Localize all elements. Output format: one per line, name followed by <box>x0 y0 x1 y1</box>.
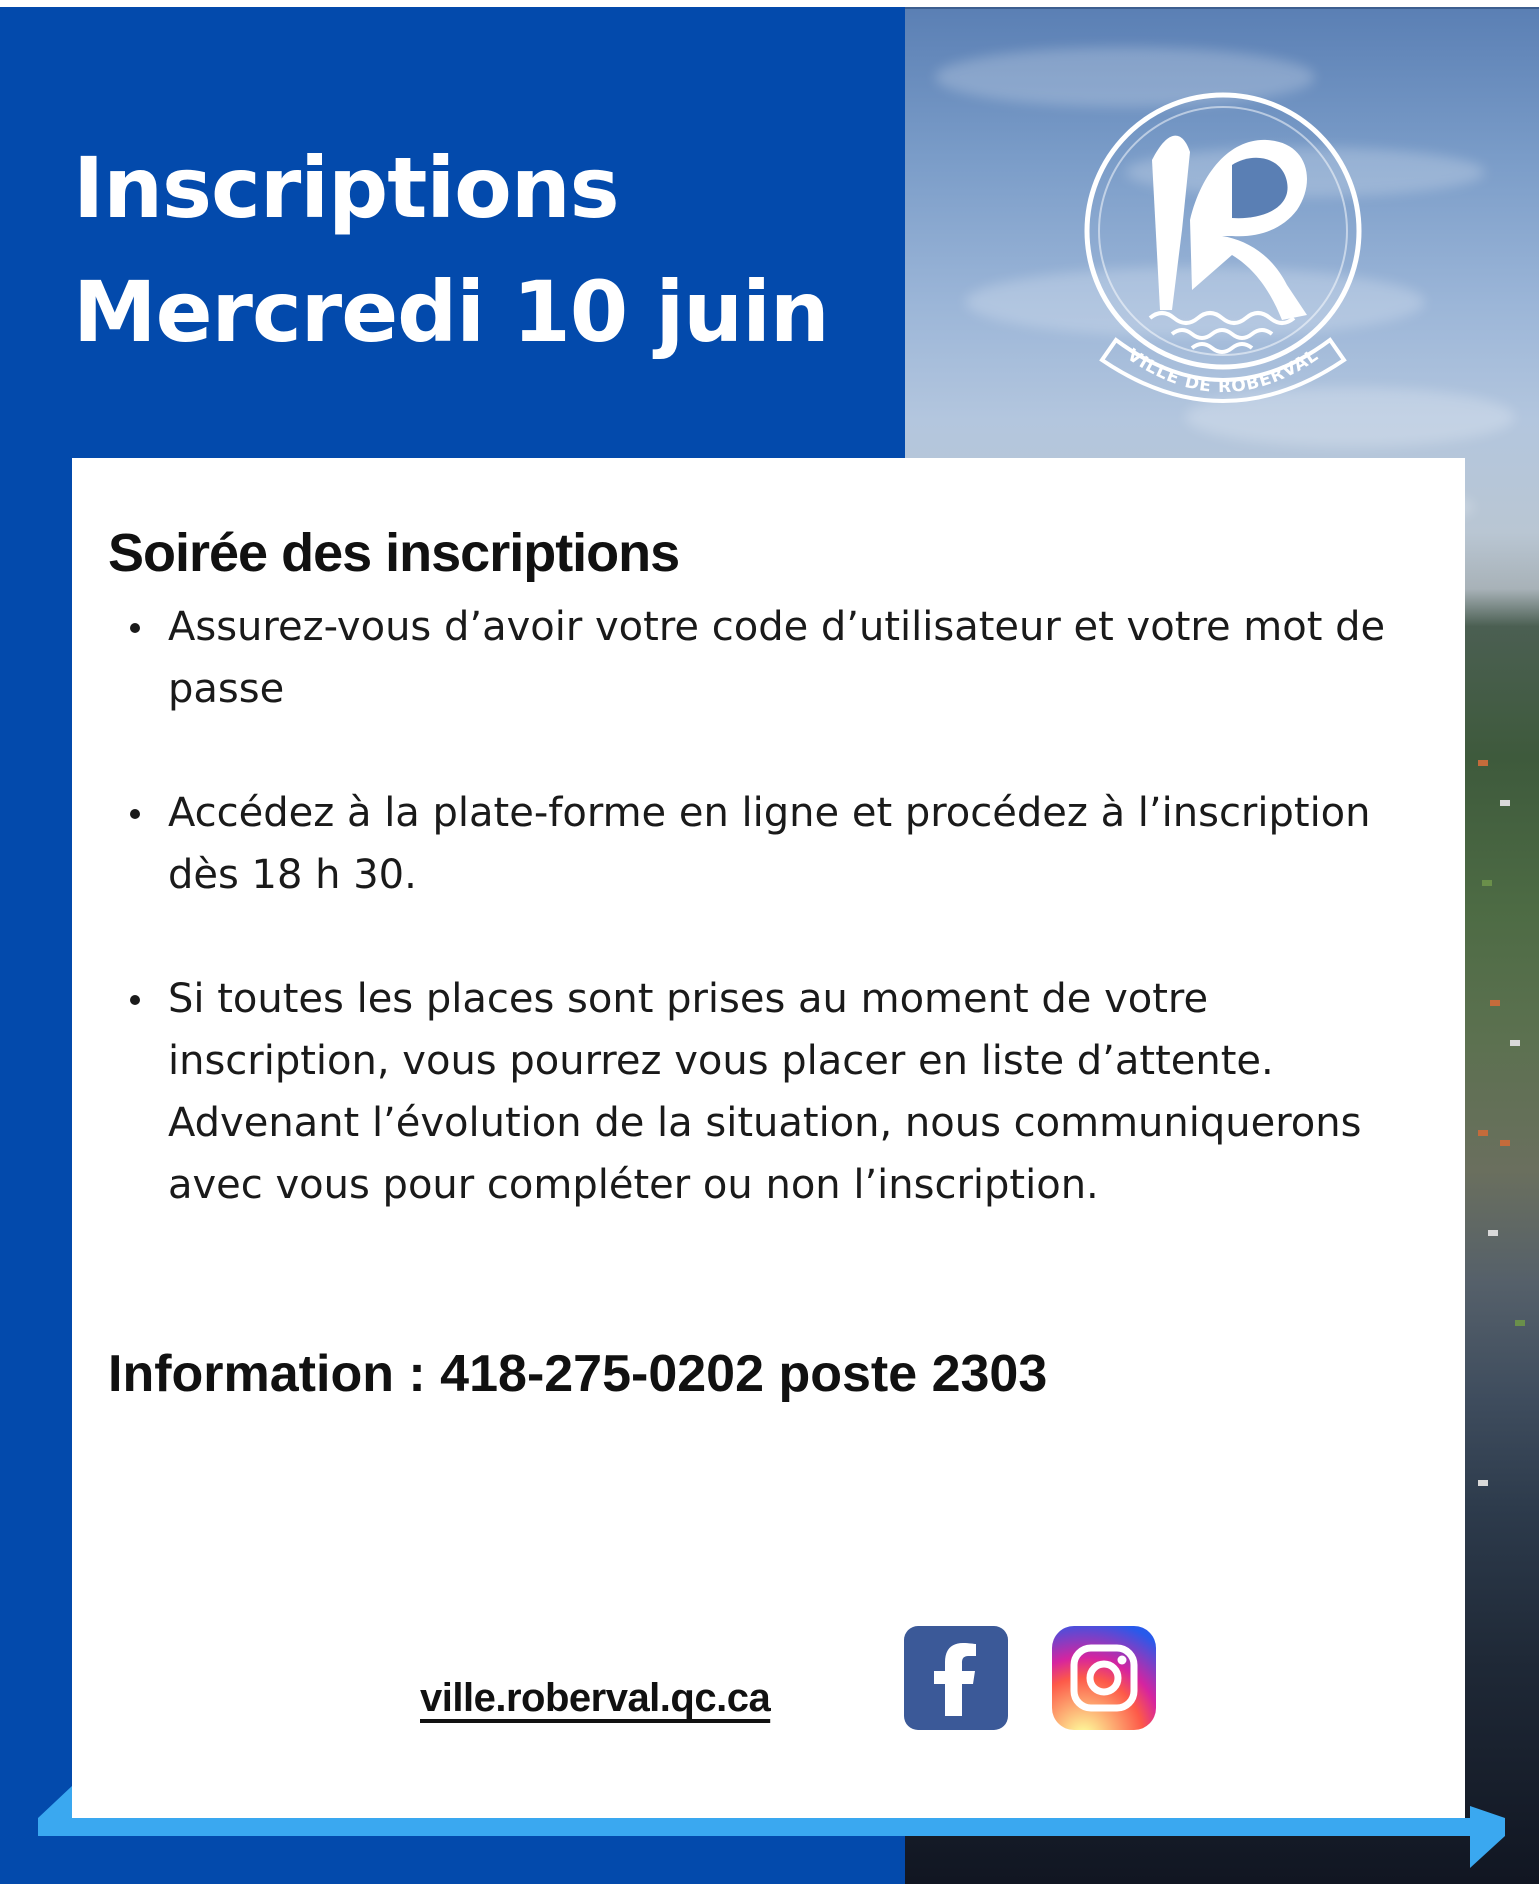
list-item: Assurez-vous d’avoir votre code d’utilisateur et votre mot de passe <box>108 596 1438 720</box>
page-title <box>73 126 829 374</box>
logo-text: VILLE DE ROBERVAL <box>1123 345 1323 398</box>
list-item: Accédez à la plate-forme en ligne et procédez à l’inscription dès 18 h 30. <box>108 782 1438 906</box>
title-line-2: Mercredi 10 juin <box>73 263 829 361</box>
roberval-logo-icon <box>1082 90 1364 410</box>
info-phone: Information : 418-275-0202 poste 2303 <box>108 1345 1048 1403</box>
top-edge-line <box>905 7 1539 9</box>
facebook-icon[interactable] <box>904 1626 1008 1730</box>
info-card <box>72 458 1465 1818</box>
website-link[interactable]: ville.roberval.qc.ca <box>420 1676 771 1720</box>
bullet-list <box>108 596 1438 1278</box>
list-item: Si toutes les places sont prises au moment de votre inscription, vous pourrez vous placer en liste d’attente. Advenant l’évolution de la situation, nous communiquerons avec vous pour compléter ou non l’inscription. <box>108 968 1438 1216</box>
title-line-1: Inscriptions <box>73 139 619 237</box>
card-heading: Soirée des inscriptions <box>108 523 680 583</box>
instagram-icon[interactable] <box>1052 1626 1156 1730</box>
